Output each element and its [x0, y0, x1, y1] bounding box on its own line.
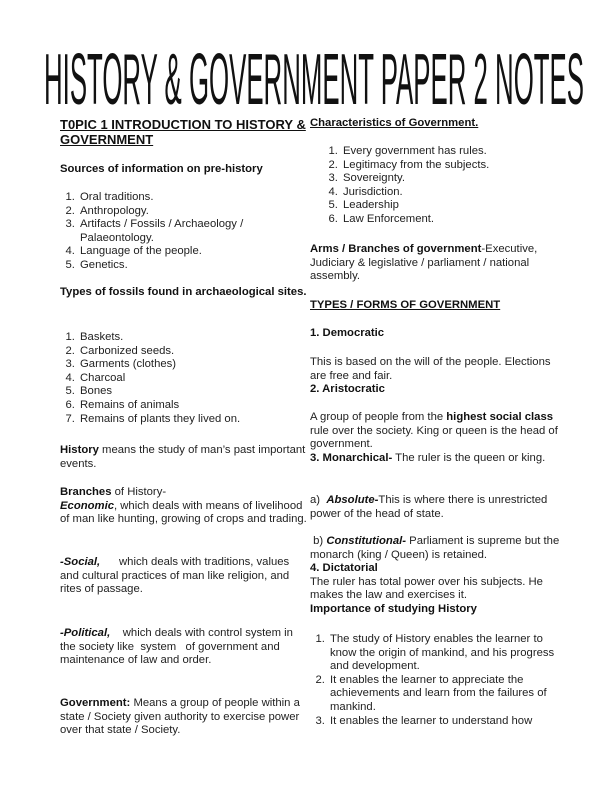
arms-text: -Executive, Judiciary & legislative / parliament / national assembly. [310, 243, 538, 283]
list-item: 1. Every government has rules. [341, 145, 562, 159]
branches-paragraph [60, 486, 308, 527]
political-paragraph [60, 627, 308, 668]
economic-term: Economic [60, 499, 114, 512]
types-heading: TYPES / FORMS OF GOVERNMENT [310, 299, 501, 311]
political-term: -Political, [60, 627, 111, 639]
constitutional-term: Constitutional- [326, 535, 407, 547]
government-text: Means a group of people within a state / Society given authority to exercise power over that state / Society. [60, 697, 300, 737]
monarchical-text: The ruler is the queen or king. [392, 451, 546, 464]
list-item: 3. Sovereignty. [341, 172, 562, 186]
list-item: 4. Jurisdiction. [341, 186, 562, 200]
list-item: 1. Baskets. [78, 331, 308, 345]
absolute-label: a) [310, 494, 327, 506]
list-item: 5. Genetics. [78, 259, 308, 273]
dictatorial-text: The ruler has total power over his subjects. He makes the law and exercises it. [310, 575, 547, 602]
branches-term: Branches [60, 486, 112, 498]
government-term: Government: [60, 697, 131, 709]
constitutional-text: Parliament is supreme but the monarch (king / Queen) is retained. [310, 535, 563, 561]
list-item: 1. The study of History enables the learner to know the origin of mankind, and his progress and development. [328, 633, 562, 674]
list-item: 3. It enables the learner to understand how [328, 715, 562, 729]
constitutional-label: b) [310, 535, 327, 547]
list-item: 4. Language of the people. [78, 245, 308, 259]
list-item: 1. Oral traditions. [78, 191, 308, 205]
absolute-term: Absolute- [326, 494, 379, 506]
list-item: 2. Anthropology. [78, 205, 308, 219]
social-text: which deals with traditions, values and cultural practices of man like religion, and rites of passage. [60, 556, 293, 596]
history-term: History [60, 444, 99, 456]
history-text: means the study of man’s past important events. [60, 444, 306, 470]
document-title: HISTORY & GOVERNMENT PAPER 2 NOTES [44, 42, 584, 108]
government-paragraph [60, 697, 308, 738]
aristocratic-heading: 2. Aristocratic [310, 383, 385, 395]
characteristics-heading: Characteristics of Government. [310, 117, 479, 129]
arms-term: Arms / Branches of government [310, 243, 482, 255]
arms-paragraph [310, 243, 562, 284]
list-item: 3. Garments (clothes) [78, 358, 308, 372]
aristocratic-text: A group of people from the [310, 411, 447, 423]
importance-list [310, 633, 562, 728]
sources-heading: Sources of information on pre-history [60, 163, 263, 175]
history-definition [60, 444, 308, 471]
list-item: 2. It enables the learner to appreciate the achievements and learn from the failures of mankind. [328, 674, 562, 715]
democratic-text: This is based on the will of the people. Elections are free and fair. [310, 356, 551, 382]
importance-heading: Importance of studying History [310, 602, 477, 615]
list-item: 5. Bones [78, 385, 308, 399]
sources-list [60, 191, 308, 273]
democratic-heading: 1. Democratic [310, 327, 385, 339]
list-item: 2. Carbonized seeds. [78, 345, 308, 359]
social-term: -Social, [60, 556, 101, 568]
list-item: 2. Legitimacy from the subjects. [341, 159, 562, 173]
document-title-container [44, 42, 586, 108]
list-item: 6. Remains of animals [78, 399, 308, 413]
aristocratic-emphasis: highest social class [446, 411, 554, 423]
list-item: 7. Remains of plants they lived on. [78, 413, 308, 427]
characteristics-list [310, 145, 562, 227]
list-item: 4. Charcoal [78, 372, 308, 386]
list-item: 6. Law Enforcement. [341, 213, 562, 227]
list-item: 5. Leadership [341, 199, 562, 213]
aristocratic-text-2: rule over the society. King or queen is the head of government. [310, 424, 558, 451]
absolute-paragraph [310, 494, 562, 521]
topic-heading: T0PIC 1 INTRODUCTION TO HISTORY & GOVERNMENT [60, 117, 306, 147]
political-text: which deals with control system in the society like system of government and maintenance of law and order. [60, 627, 297, 667]
fossils-heading: Types of fossils found in archaeological sites. [60, 286, 307, 298]
social-paragraph [60, 556, 308, 597]
constitutional-paragraph [310, 535, 562, 617]
branches-text: of History- [111, 486, 167, 498]
dictatorial-heading: 4. Dictatorial [310, 562, 378, 575]
list-item: 3. Artifacts / Fossils / Archaeology / Palaeontology. [78, 218, 308, 245]
monarchical-heading: 3. Monarchical- [310, 451, 393, 464]
aristocratic-paragraph [310, 411, 562, 465]
economic-text: , which deals with means of livelihood of man like hunting, growing of crops and trading. [60, 499, 307, 526]
absolute-text: This is where there is unrestricted power of the head of state. [310, 494, 551, 520]
fossils-list [60, 331, 308, 426]
